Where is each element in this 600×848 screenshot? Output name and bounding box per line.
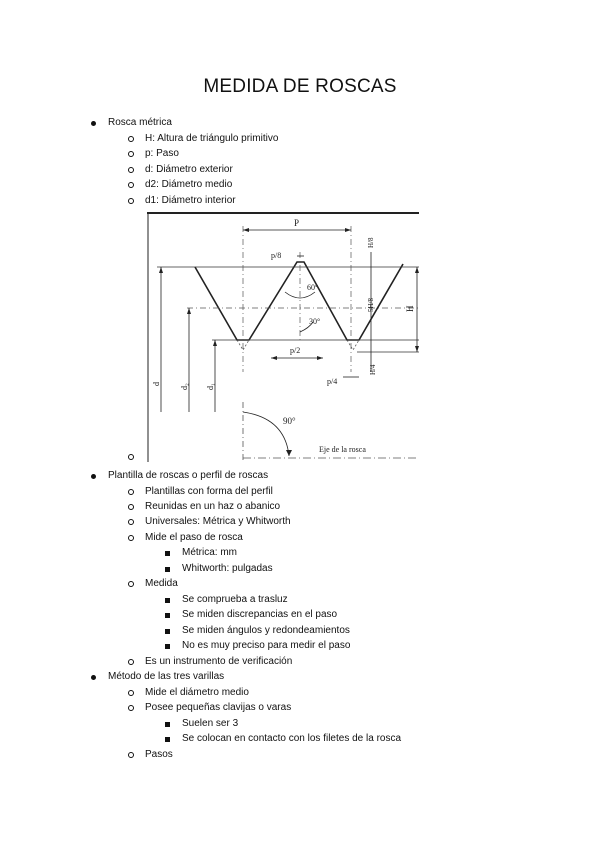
thread-profile-diagram (147, 212, 419, 462)
bullet-square (165, 737, 170, 742)
bullet-open-circle (128, 535, 134, 541)
bullet-open-circle (128, 454, 134, 460)
list-item-label: Posee pequeñas clavijas o varas (145, 702, 292, 713)
label-p8: p/8 (271, 251, 282, 260)
label-d1: d₁ (206, 383, 215, 390)
label-axis: Eje de la rosca (319, 445, 366, 454)
bullet-square (165, 644, 170, 649)
label-p2: p/2 (290, 346, 301, 355)
list-item-label: p: Paso (145, 148, 179, 159)
list-item (145, 516, 291, 528)
list-item-label: Se miden ángulos y redondeamientos (182, 625, 350, 636)
list-item-label: Universales: Métrica y Whitworth (145, 516, 291, 527)
list-item (182, 609, 337, 621)
list-item (145, 702, 291, 714)
list-item-label: Se comprueba a trasluz (182, 594, 288, 605)
list-item-label: Rosca métrica (108, 117, 172, 128)
bullet-open-circle (128, 151, 134, 157)
list-item (145, 164, 233, 176)
list-item (145, 195, 236, 207)
bullet-filled-circle (91, 474, 96, 479)
bullet-open-circle (128, 198, 134, 204)
list-item-label: No es muy preciso para medir el paso (182, 640, 351, 651)
list-item (145, 133, 278, 145)
bullet-open-circle (128, 136, 134, 142)
bullet-square (165, 598, 170, 603)
list-item (108, 671, 224, 683)
list-item (182, 733, 401, 745)
bullet-filled-circle (91, 121, 96, 126)
list-item-label: Medida (145, 578, 178, 589)
list-item-label: Pasos (145, 749, 173, 760)
list-item-label: Es un instrumento de verificación (145, 656, 293, 667)
bullet-open-circle (128, 489, 134, 495)
bullet-open-circle (128, 182, 134, 188)
list-item-label: Método de las tres varillas (108, 671, 225, 682)
list-item-label: Se miden discrepancias en el paso (182, 609, 338, 620)
list-item (108, 117, 172, 129)
label-angle-60: 60° (307, 283, 319, 292)
list-item-label: d2: Diámetro medio (145, 179, 233, 190)
list-item (145, 656, 292, 668)
bullet-open-circle (128, 519, 134, 525)
list-item-label: Whitworth: pulgadas (182, 563, 273, 574)
list-item-label: Suelen ser 3 (182, 718, 239, 729)
list-item (145, 687, 249, 699)
list-item (145, 578, 178, 590)
bullet-open-circle (128, 752, 134, 758)
bullet-open-circle (128, 581, 134, 587)
list-item-label: Plantillas con forma del perfil (145, 486, 273, 497)
label-h8: H/8 (367, 237, 375, 248)
list-item-label: d: Diámetro exterior (145, 164, 233, 175)
list-item-label: Reunidas en un haz o abanico (145, 501, 281, 512)
bullet-square (165, 629, 170, 634)
label-d: d (152, 382, 161, 386)
list-item (182, 640, 350, 652)
bullet-square (165, 722, 170, 727)
list-item-label: Se colocan en contacto con los filetes de la rosca (182, 733, 402, 744)
bullet-square (165, 551, 170, 556)
list-item (182, 594, 288, 606)
list-item (145, 532, 243, 544)
label-pitch: P (294, 218, 300, 228)
page-title: MEDIDA DE ROSCAS (203, 76, 397, 97)
list-item (145, 486, 273, 498)
bullet-open-circle (128, 504, 134, 510)
bullet-square (165, 613, 170, 618)
bullet-open-circle (128, 705, 134, 711)
list-item (182, 547, 237, 559)
list-item (182, 563, 273, 575)
list-item-label: Métrica: mm (182, 547, 237, 558)
label-angle-90: 90° (283, 416, 296, 426)
list-item (145, 179, 232, 191)
list-item-label: Mide el diámetro medio (145, 687, 249, 698)
list-item (108, 470, 268, 482)
bullet-open-circle (128, 690, 134, 696)
bullet-square (165, 567, 170, 572)
list-item (145, 501, 280, 513)
label-d2: d₂ (180, 383, 189, 390)
label-p4: p/4 (327, 377, 338, 386)
list-item (145, 749, 173, 761)
list-item-label: Mide el paso de rosca (145, 532, 243, 543)
bullet-open-circle (128, 167, 134, 173)
list-item-label: H: Altura de triángulo primitivo (145, 133, 279, 144)
list-item (145, 148, 179, 160)
list-item (182, 718, 238, 730)
list-item-label: d1: Diámetro interior (145, 195, 236, 206)
label-angle-30: 30° (309, 317, 321, 326)
bullet-open-circle (128, 659, 134, 665)
list-item (182, 625, 350, 637)
label-h: H (405, 305, 415, 312)
list-item-label: Plantilla de roscas o perfil de roscas (108, 470, 269, 481)
label-5h8: 5H/8 (367, 298, 375, 312)
label-h4: H/4 (369, 364, 377, 375)
bullet-filled-circle (91, 675, 96, 680)
